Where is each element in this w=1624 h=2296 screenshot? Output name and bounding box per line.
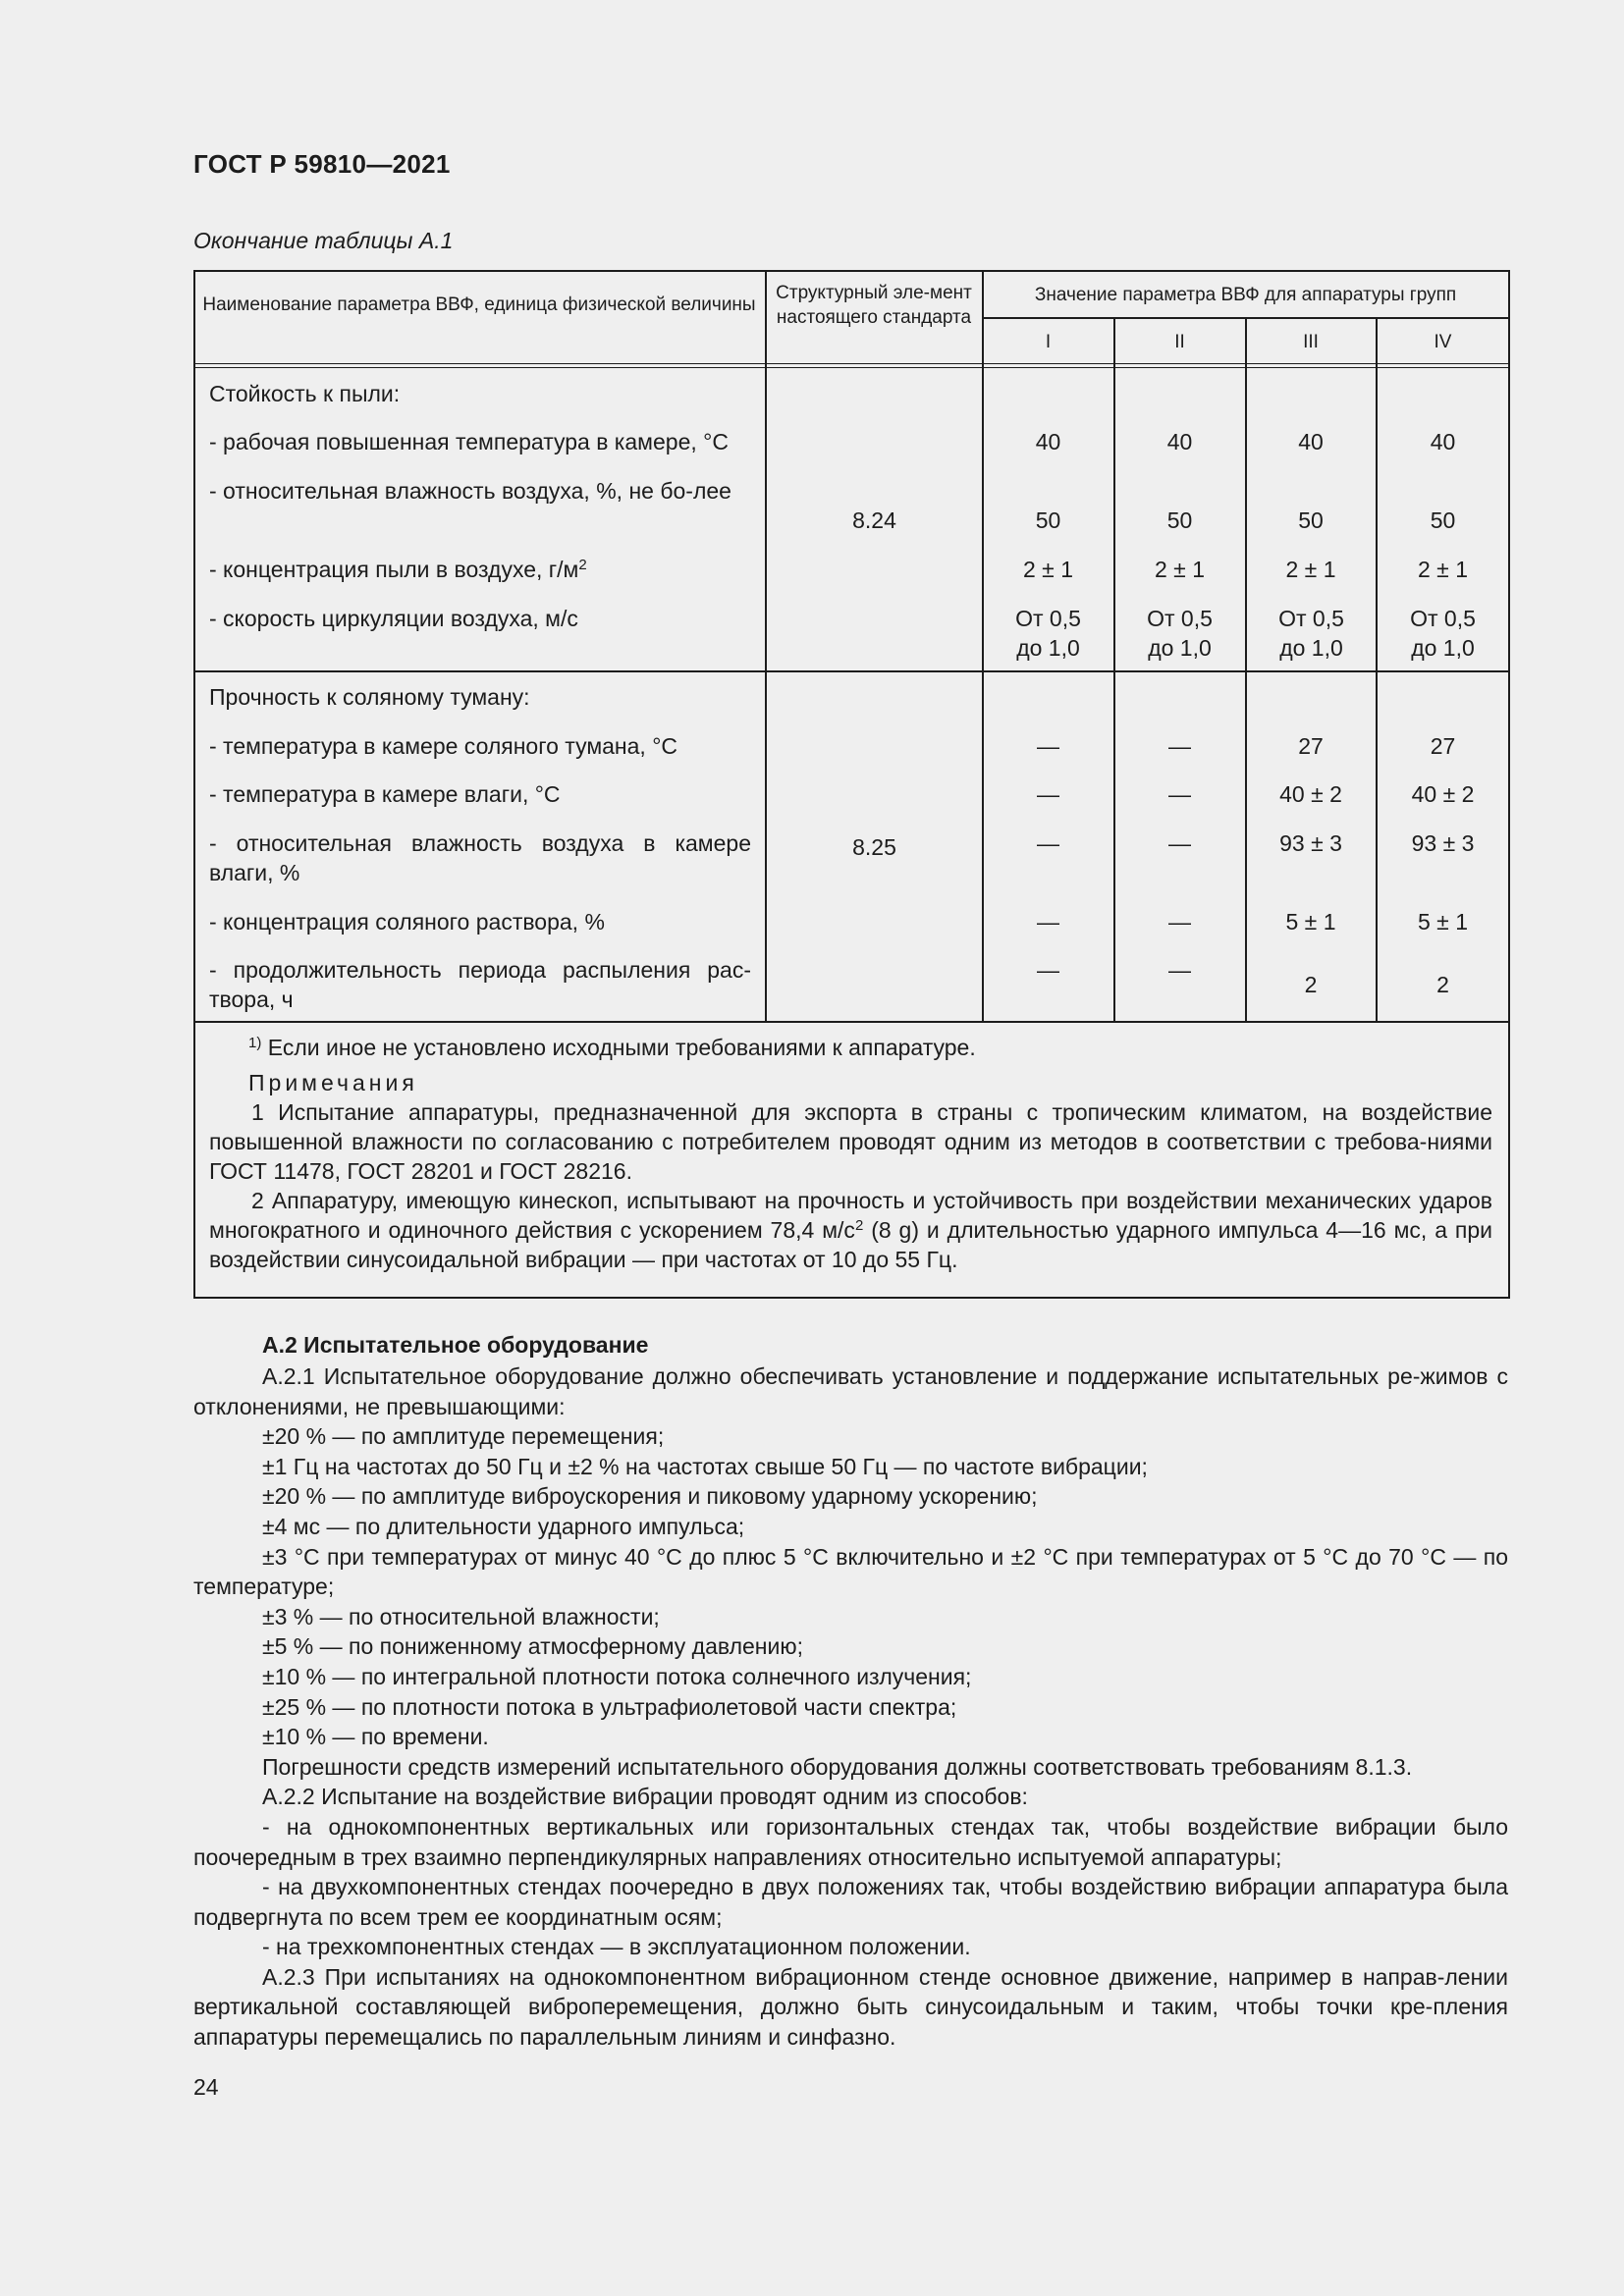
value-cell: 93 ± 3 [1279, 830, 1342, 856]
value-cell: — [1037, 909, 1059, 934]
paragraph: ±10 % — по интегральной плотности потока солнечного излучения; [262, 1663, 972, 1689]
paragraph: Погрешности средств измерений испытательного оборудования должны соответствовать требованиям 8.1.3. [262, 1753, 1413, 1780]
value-cell: — [1168, 830, 1191, 856]
paragraph: А.2.1 Испытательное оборудование должно обеспечивать установление и поддержание испытательных ре-жимов с отклонениями, не превышающими: [193, 1363, 1508, 1419]
section-title-dust: Стойкость к пыли: [209, 381, 401, 406]
value-cell: От 0,5 до 1,0 [1278, 606, 1344, 661]
value-cell: От 0,5 до 1,0 [1410, 606, 1476, 661]
header-group-1: I [1045, 332, 1052, 352]
row-label-air-speed: - скорость циркуляции воздуха, м/с [209, 606, 578, 631]
value-cell: — [1037, 957, 1059, 983]
section-a2 [193, 1330, 1508, 2053]
value-cell: 93 ± 3 [1411, 830, 1475, 856]
row-label-moisture-temperature: - температура в камере влаги, °С [209, 781, 561, 807]
value-cell: 2 ± 1 [1155, 557, 1205, 582]
value-cell: 5 ± 1 [1418, 909, 1468, 934]
page-number: 24 [193, 2074, 219, 2100]
header-group-3: III [1303, 332, 1319, 352]
value-cell: 2 ± 1 [1285, 557, 1336, 582]
row-label-dust-temperature: - рабочая повышенная температура в камере, °С [209, 429, 729, 454]
paragraph: ±20 % — по амплитуде виброускорения и пиковому ударному ускорению; [262, 1483, 1038, 1510]
value-cell: 2 ± 1 [1023, 557, 1073, 582]
footnote: $^{1)}$ Если иное не установлено исходными требованиями к аппаратуре. [248, 1035, 976, 1060]
value-cell: — [1168, 733, 1191, 759]
paragraph: ±3 % — по относительной влажности; [262, 1603, 660, 1629]
header-group-2: II [1174, 332, 1185, 352]
value-cell: От 0,5 до 1,0 [1147, 606, 1213, 661]
paragraph: ±1 Гц на частотах до 50 Гц и ±2 % на частотах свыше 50 Гц — по частоте вибрации; [262, 1453, 1148, 1479]
value-cell: 2 [1436, 972, 1449, 997]
header-parameter-name: Наименование параметра ВВФ, единица физической величины [202, 294, 756, 315]
paragraph: А.2.2 Испытание на воздействие вибрации проводят одним из способов: [262, 1784, 1028, 1810]
value-cell: 50 [1035, 507, 1061, 533]
value-cell: От 0,5 до 1,0 [1015, 606, 1081, 661]
paragraph: ±20 % — по амплитуде перемещения; [262, 1423, 665, 1450]
paragraph: - на трехкомпонентных стендах — в эксплуатационном положении. [262, 1934, 971, 1960]
paragraph: ±10 % — по времени. [262, 1724, 489, 1750]
value-cell: — [1168, 957, 1191, 983]
paragraph: - на двухкомпонентных стендах поочередно в двух положениях так, чтобы воздействию вибрации аппаратура была подвергнута по всем трем ее координатным осям; [193, 1874, 1508, 1930]
value-cell: 27 [1430, 733, 1456, 759]
value-cell: — [1037, 733, 1059, 759]
value-cell: 2 [1304, 972, 1318, 997]
value-cell: 40 [1298, 429, 1324, 454]
paragraph: ±5 % — по пониженному атмосферному давлению; [262, 1633, 803, 1660]
value-cell: 27 [1298, 733, 1324, 759]
section-title-salt-fog: Прочность к соляному туману: [209, 684, 530, 710]
table-caption: Окончание таблицы А.1 [193, 228, 454, 253]
paragraph: ±4 мс — по длительности ударного импульса; [262, 1513, 745, 1539]
value-cell: — [1037, 830, 1059, 856]
value-cell: — [1168, 781, 1191, 807]
document-code: ГОСТ Р 59810—2021 [193, 149, 451, 179]
value-cell: — [1037, 781, 1059, 807]
value-cell: 40 ± 2 [1279, 781, 1342, 807]
header-group-4: IV [1434, 332, 1452, 352]
header-structural-element: Структурный эле-мент настоящего стандарта [776, 283, 972, 328]
paragraph: - на однокомпонентных вертикальных или горизонтальных стендах так, чтобы воздействие вибрации было поочередным в трех взаимно перпендикулярных направлениях относительно испытуемой аппаратуры; [193, 1813, 1508, 1870]
table-notes [209, 1033, 1492, 1274]
value-cell: — [1168, 909, 1191, 934]
row-label-salt-concentration: - концентрация соляного раствора, % [209, 909, 605, 934]
row-label-dust-humidity: - относительная влажность воздуха, %, не бо-лее [209, 478, 731, 504]
notes-heading: Примечания [248, 1070, 418, 1095]
section-heading: А.2 Испытательное оборудование [262, 1332, 649, 1358]
value-cell: 5 ± 1 [1285, 909, 1336, 934]
value-cell: 40 [1166, 429, 1193, 454]
value-cell: 50 [1430, 507, 1456, 533]
row-label-salt-temperature: - температура в камере соляного тумана, °С [209, 733, 678, 759]
header-value-group: Значение параметра ВВФ для аппаратуры групп [1034, 285, 1457, 305]
element-8-24: 8.24 [852, 507, 896, 533]
value-cell: 50 [1298, 507, 1324, 533]
value-cell: 50 [1166, 507, 1193, 533]
value-cell: 40 [1430, 429, 1456, 454]
row-label-dust-concentration: - концентрация пыли в воздухе, $г/м^2$ [209, 557, 587, 582]
paragraph: ±25 % — по плотности потока в ультрафиолетовой части спектра; [262, 1693, 957, 1720]
note-2: 2 Аппаратуру, имеющую кинескоп, испытывают на прочность и устойчивость при воздействии механических ударов многократного и одиночного действия с ускорением 78,4 $м/с^2$ (8 g) и длительностью ударного импульса 4—16 мс, а при воздействии синусоидальной вибрации — при частотах от 10 до 55 Гц. [209, 1188, 1492, 1272]
paragraph: А.2.3 При испытаниях на однокомпонентном вибрационном стенде основное движение, например в направ-лении вертикальной составляющей виброперемещения, должно быть синусоидальным и таким, чтобы точки кре-пления аппаратуры перемещались по параллельным линиям и синфазно. [193, 1963, 1508, 2051]
note-1: 1 Испытание аппаратуры, предназначенной для экспорта в страны с тропическим климатом, на воздействие повышенной влажности по согласованию с потребителем проводят одним из методов в соответствии с требова-ниями ГОСТ 11478, ГОСТ 28201 и ГОСТ 28216. [209, 1099, 1492, 1184]
row-label-spray-duration: - продолжительность периода распыления рас-твора, ч [209, 957, 751, 1012]
value-cell: 2 ± 1 [1418, 557, 1468, 582]
paragraph: ±3 °С при температурах от минус 40 °С до плюс 5 °С включительно и ±2 °С при температурах от 5 °С до 70 °С — по температуре; [193, 1543, 1508, 1600]
element-8-25: 8.25 [852, 834, 896, 860]
value-cell: 40 ± 2 [1411, 781, 1475, 807]
row-label-salt-humidity: - относительная влажность воздуха в камере влаги, % [209, 830, 751, 885]
value-cell: 40 [1035, 429, 1061, 454]
